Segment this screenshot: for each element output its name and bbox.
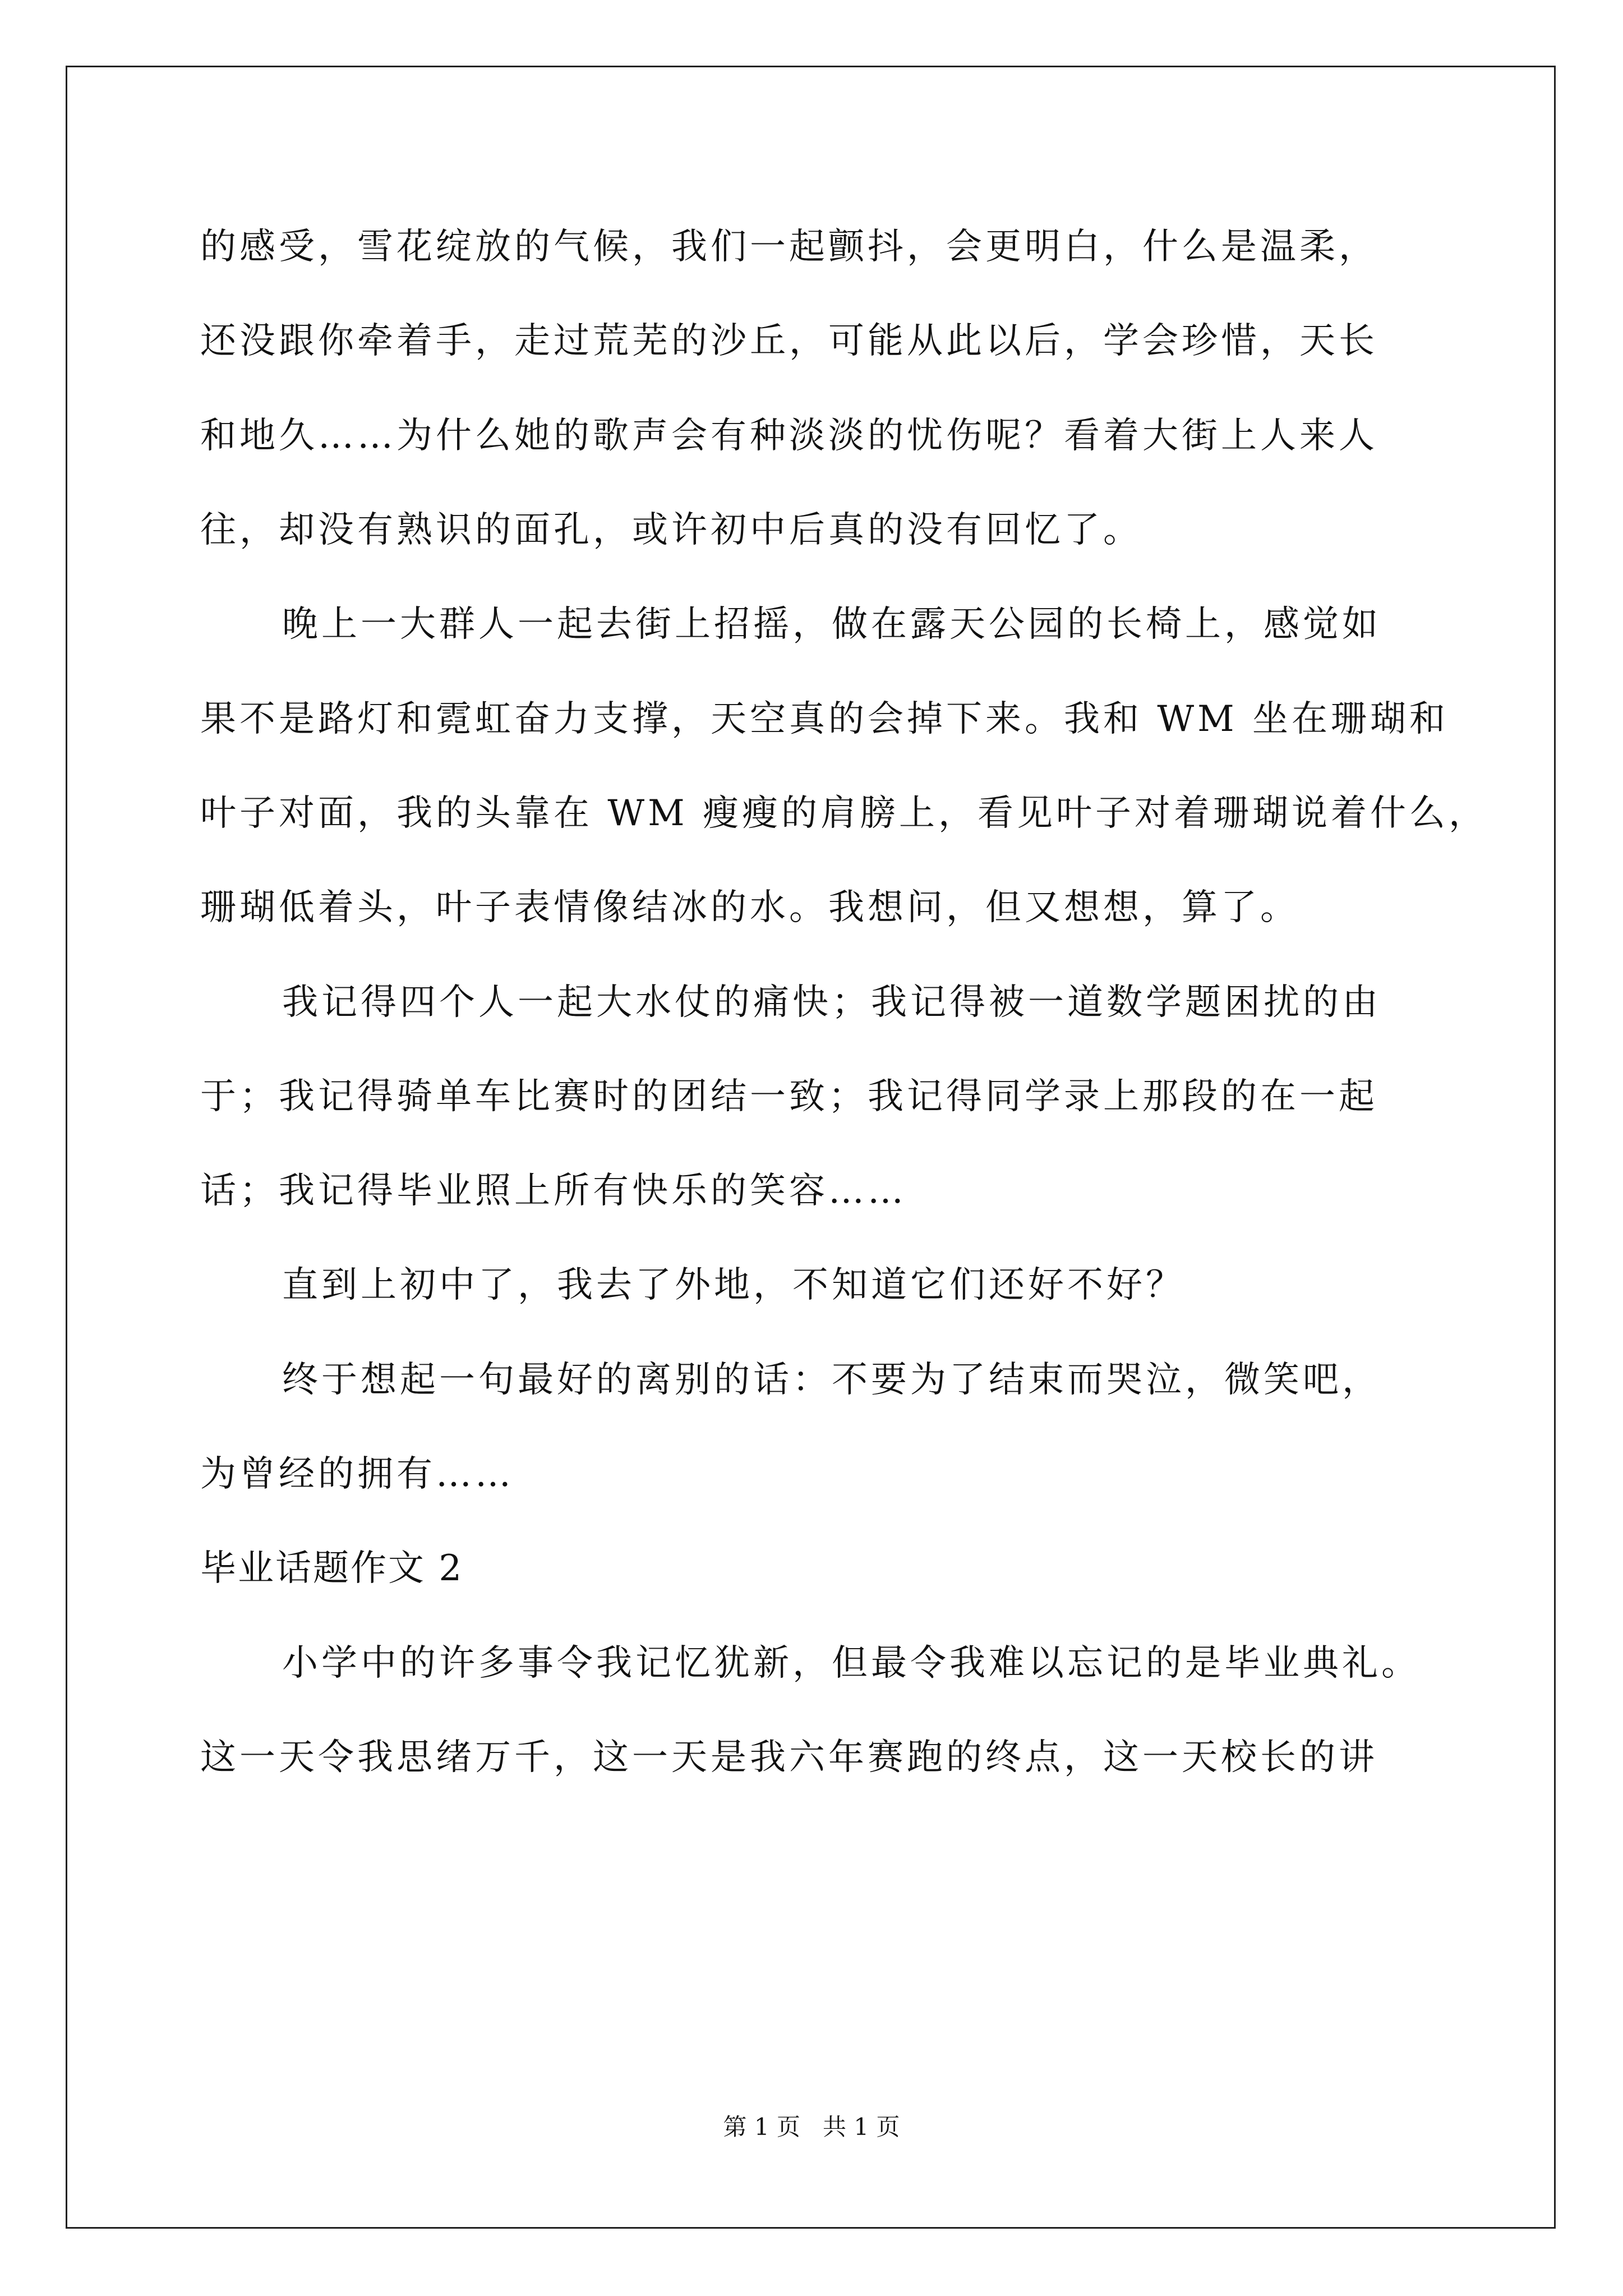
page-border (66, 66, 1556, 2229)
text-line: 的感受，雪花绽放的气候，我们一起颤抖，会更明白，什么是温柔， (200, 226, 1378, 268)
text-line: 终于想起一句最好的离别的话：不要为了结束而哭泣，微笑吧， (282, 1359, 1381, 1401)
text-line: 往，却没有熟识的面孔，或许初中后真的没有回忆了。 (200, 509, 1142, 551)
text-line: 小学中的许多事令我记忆犹新，但最令我难以忘记的是毕业典礼。 (282, 1642, 1421, 1684)
text-line: 直到上初中了，我去了外地，不知道它们还好不好？ (282, 1264, 1185, 1306)
text-line: 于；我记得骑单车比赛时的团结一致；我记得同学录上那段的在一起 (200, 1076, 1378, 1117)
text-line: 晚上一大群人一起去街上招摇，做在露天公园的长椅上，感觉如 (282, 604, 1381, 645)
text-line: 珊瑚低着头，叶子表情像结冰的水。我想问，但又想想，算了。 (200, 887, 1299, 928)
text-line: 我记得四个人一起大水仗的痛快；我记得被一道数学题困扰的由 (282, 982, 1381, 1023)
text-line: 话；我记得毕业照上所有快乐的笑容…… (200, 1170, 907, 1212)
text-line: 果不是路灯和霓虹奋力支撑，天空真的会掉下来。我和 WM 坐在珊瑚和 (200, 698, 1449, 740)
text-line: 这一天令我思绪万千，这一天是我六年赛跑的终点，这一天校长的讲 (200, 1737, 1378, 1778)
text-line: 为曾经的拥有…… (200, 1453, 514, 1495)
page-number: 第 1 页 共 1 页 (723, 2113, 900, 2141)
section-heading: 毕业话题作文 2 (200, 1548, 464, 1589)
text-line: 和地久……为什么她的歌声会有种淡淡的忧伤呢？看着大街上人来人 (200, 415, 1378, 457)
text-line: 还没跟你牵着手，走过荒芜的沙丘，可能从此以后，学会珍惜，天长 (200, 320, 1378, 362)
text-line: 叶子对面，我的头靠在 WM 瘦瘦的肩膀上，看见叶子对着珊瑚说着什么， (200, 793, 1488, 834)
